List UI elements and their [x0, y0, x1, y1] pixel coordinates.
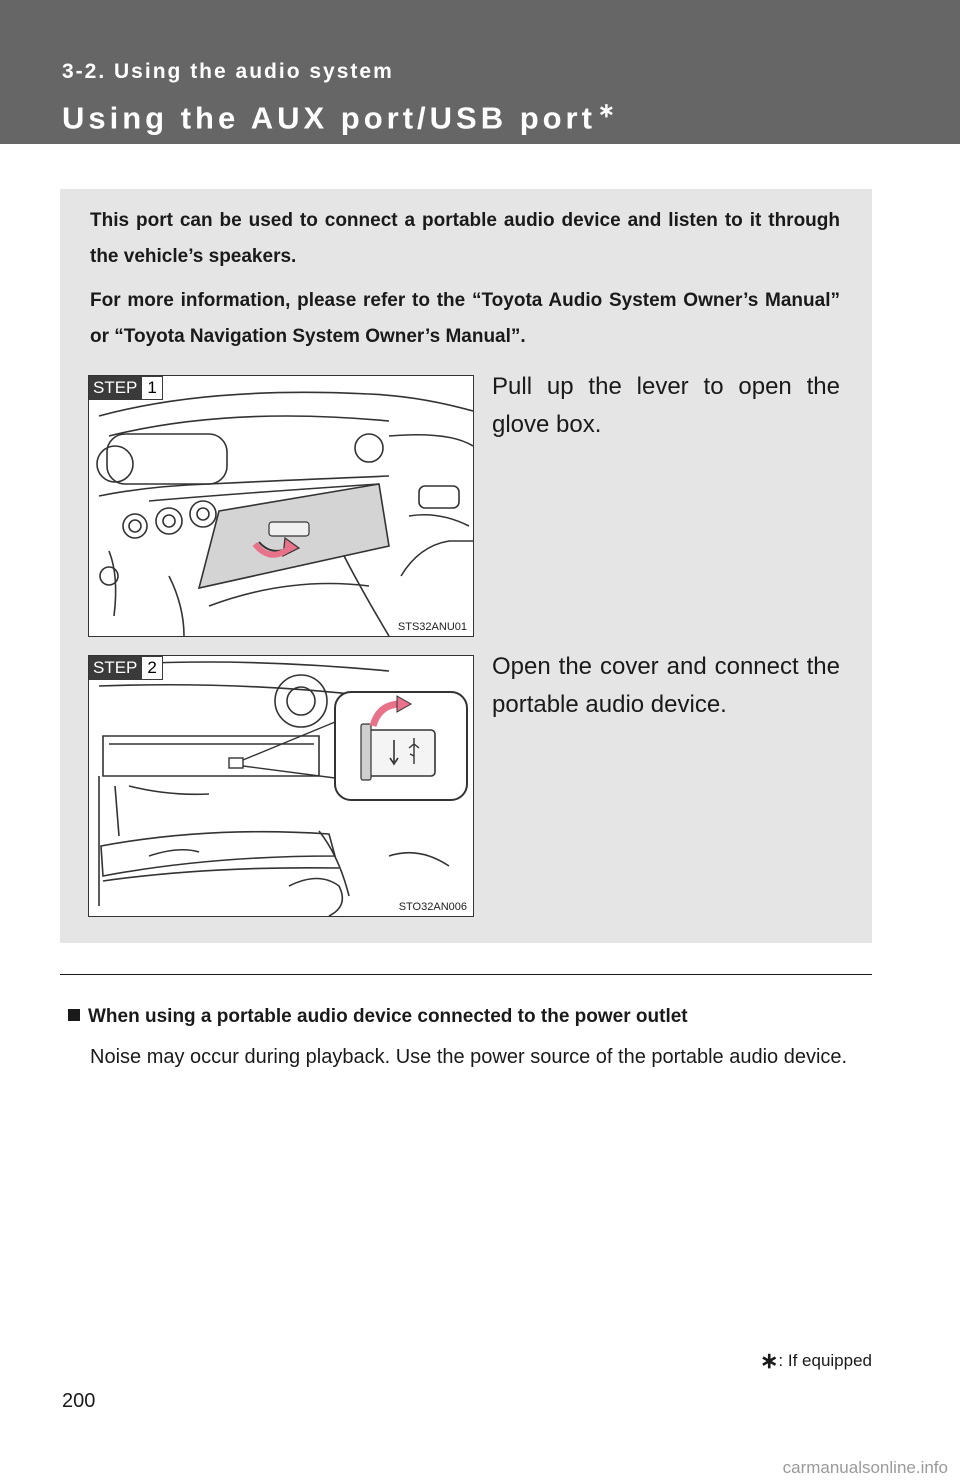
section-divider	[60, 974, 872, 975]
figure-code: STS32ANU01	[397, 621, 467, 633]
page-title	[62, 98, 615, 136]
page-number: 200	[62, 1390, 96, 1412]
watermark: carmanualsonline.info	[782, 1458, 948, 1477]
square-bullet-icon	[68, 1009, 80, 1021]
step-1-badge	[89, 376, 163, 400]
if-equipped-asterisk: ∗	[597, 100, 615, 122]
step-label: STEP	[89, 376, 141, 400]
intro-box	[60, 189, 872, 943]
step-1-instruction: Pull up the lever to open the glove box.	[492, 373, 840, 438]
note-heading	[68, 1006, 688, 1028]
step-number: 1	[141, 376, 162, 400]
step-label: STEP	[89, 656, 141, 680]
step-2-illustration	[88, 655, 474, 917]
footnote-text: : If equipped	[778, 1351, 872, 1370]
note-heading-text: When using a portable audio device connected to the power outlet	[88, 1006, 688, 1027]
footnote-asterisk: ∗	[759, 1348, 779, 1373]
footnote	[760, 1348, 872, 1374]
glove-box-lever-illustration	[89, 376, 473, 636]
page-title-text: Using the AUX port/USB port	[62, 100, 596, 136]
note-body: Noise may occur during playback. Use the power source of the portable audio device.	[90, 1046, 848, 1068]
step-2-badge	[89, 656, 163, 680]
usb-aux-port-illustration	[89, 656, 473, 916]
intro-paragraph: This port can be used to connect a portable audio device and listen to it through the vehicle’s speakers.	[90, 210, 840, 267]
step-2-instruction: Open the cover and connect the portable audio device.	[492, 653, 840, 718]
section-label: 3-2. Using the audio system	[62, 60, 394, 83]
page-header	[0, 0, 960, 144]
intro-paragraph-reference: For more information, please refer to the “Toyota Audio System Owner’s Manual” or “Toyota Navigation System Owner’s Manual”.	[90, 290, 840, 347]
step-number: 2	[141, 656, 162, 680]
figure-code: STO32AN006	[398, 901, 467, 913]
step-1-illustration	[88, 375, 474, 637]
